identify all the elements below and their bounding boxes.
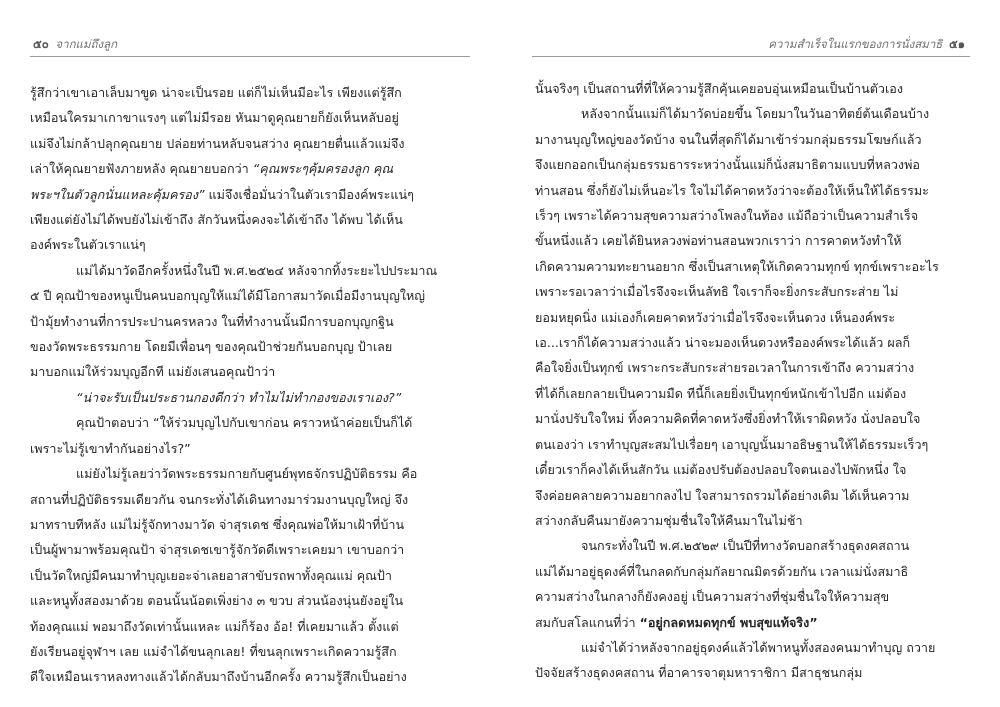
text-line	[535, 279, 970, 304]
left-page-body	[30, 80, 472, 690]
text-line	[535, 203, 970, 228]
body-text: ที่ได้ก็เลยกลายเป็นความมืด ทีนี้ก็เลยยิ่งเป็นทุกข์หนักเข้าไปอีก แม่ต้อง	[535, 385, 907, 401]
body-text: ความสว่างในกลางก็ยังคงอยู่ เป็นความสว่างที่ชุ่มชื่นใจให้ความสุข	[535, 589, 890, 605]
text-line	[30, 105, 472, 130]
text-line	[535, 635, 970, 660]
text-line	[535, 533, 970, 558]
body-text: แม่จึงไม่กล้าปลุกคุณยาย ปล่อยท่านหลับจนสว่าง คุณยายตื่นแล้วแม่จึง	[30, 135, 405, 151]
body-text: ท้องคุณแม่ พอมาถึงวัดเท่านั้นแหละ แม่ก็ร้อง อ้อ! ที่เคยมาแล้ว ตั้งแต่	[30, 618, 399, 634]
text-line	[535, 228, 970, 253]
body-text: สว่างกลับคืนมายังความชุ่มชื่นใจให้คืนมาในไม่ช้า	[535, 512, 803, 528]
body-text: จนกระทั่งในปี พ.ศ.๒๕๒๙ เป็นปีที่ทางวัดบอกสร้างธุดงคสถาน	[581, 538, 910, 554]
body-text: องค์พระในตัวเราแน่ๆ	[30, 237, 146, 253]
body-text: รู้สึกว่าเขาเอาเล็บมาขูด น่าจะเป็นรอย แต่ก็ไม่เห็นมีอะไร เพียงแต่รู้สึก	[30, 85, 402, 100]
text-line	[30, 309, 472, 334]
text-line	[30, 258, 472, 283]
text-line	[535, 584, 970, 609]
text-line	[535, 406, 970, 431]
body-text: เพราะไม่รู้เขาทำกันอย่างไร?”	[30, 440, 191, 456]
body-text: หลังจากนั้นแม่ก็ได้มาวัดบ่อยขึ้น โดยมาในวันอาทิตย์ต้นเดือนบ้าง	[581, 106, 930, 122]
text-line	[30, 182, 472, 207]
text-line	[30, 385, 472, 410]
text-line	[535, 127, 970, 152]
text-line	[30, 563, 472, 588]
body-text: แม่จึงเชื่อมั่นว่าในตัวเรามีองค์พระแน่ๆ	[204, 186, 414, 202]
body-text: ขั้นหนึ่งแล้ว เคยได้ยินหลวงพ่อท่านสอนพวกเราว่า การคาดหวังทำให้	[535, 233, 902, 249]
text-line	[30, 639, 472, 664]
body-text: เร็วๆ เพราะได้ความสุขความสว่างโพลงในท้อง แม้ถือว่าเป็นความสำเร็จ	[535, 208, 919, 224]
text-line	[30, 283, 472, 308]
text-line	[535, 457, 970, 482]
body-text: แม่ได้มาวัดอีกครั้งหนึ่งในปี พ.ศ.๒๕๒๔ หลังจากทิ้งระยะไปประมาณ	[76, 262, 438, 278]
body-text: ปัจจัยสร้างธุดงคสถาน ที่อาคารจาตุมหาราชิกา มีสาธุชนกลุ่ม	[535, 665, 863, 681]
body-text: ยอมหยุดนิ่ง แม่เองก็เคยคาดหวังว่าเมื่อไรจึงจะเห็นดวง เห็นองค์พระ	[535, 309, 896, 325]
text-line	[30, 80, 472, 105]
text-line	[30, 131, 472, 156]
text-line	[30, 512, 472, 537]
quoted-italic-text: “น่าจะรับเป็นประธานกองดีกว่า ทำไมไม่ทำกองของเราเอง?”	[76, 389, 402, 405]
text-line	[535, 76, 970, 101]
text-line	[30, 232, 472, 257]
text-line	[30, 664, 472, 689]
text-line	[535, 355, 970, 380]
left-header-divider	[30, 56, 470, 57]
text-line	[535, 254, 970, 279]
body-text: ๕ ปี คุณป้าของหนูเป็นคนบอกบุญให้แม่ได้มีโอกาสมาวัดเมื่อมีงานบุญใหญ่	[30, 288, 426, 304]
text-line	[535, 432, 970, 457]
body-text: เดี๋ยวเราก็คงได้เห็นสักวัน แม่ต้องปรับต้องปลอบใจตนเองไปพักหนึ่ง ใจ	[535, 462, 907, 478]
right-page	[500, 0, 1000, 707]
body-text: มาบอกแม่ให้ร่วมบุญอีกที แม่ยังเสนอคุณป้าว่า	[30, 364, 276, 380]
body-text: จึงค่อยคลายความอยากลงไป ใจสามารถรวมได้อย่างเดิม ได้เห็นความ	[535, 487, 910, 503]
body-text: เหมือนใครมาเกาขาแรงๆ แต่ไม่มีรอย หันมาดูคุณยายก็ยังเห็นหลับอยู่	[30, 110, 399, 126]
text-line	[535, 660, 970, 685]
body-text: ดีใจเหมือนเราหลงทางแล้วได้กลับมาถึงบ้านอีกครั้ง ความรู้สึกเป็นอย่าง	[30, 669, 407, 685]
body-text: นั้นจริงๆ เป็นสถานที่ที่ให้ความรู้สึกคุ้นเคยอบอุ่นเหมือนเป็นบ้านตัวเอง	[535, 81, 903, 96]
right-chapter-title: ความสำเร็จในแรกของการนั่งสมาธิ	[768, 37, 943, 51]
body-text: เอ...เราก็ได้ความสว่างแล้ว น่าจะมองเห็นดวงหรือองค์พระได้แล้ว ผลก็	[535, 335, 911, 351]
body-text: เพราะรอเวลาว่าเมื่อไรจึงจะเห็นลัทธิ ใจเราก็จะยิ่งกระสับกระส่าย ไม่	[535, 284, 899, 300]
right-page-number: ๕๑	[948, 37, 965, 51]
body-text: ยังเรียนอยู่จุฬาฯ เลย แม่จำได้ขนลุกเลย! ที่ขนลุกเพราะเกิดความรู้สึก	[30, 643, 397, 659]
text-line	[535, 305, 970, 330]
body-text: เป็นผู้พามาพร้อมคุณป้า จ่าสุรเดชเขารู้จักวัดดีเพราะเคยมา เขาบอกว่า	[30, 542, 405, 558]
text-line	[30, 487, 472, 512]
text-line	[30, 537, 472, 562]
body-text: แม่ได้มาอยู่ธุดงค์ที่ในกลดกับกลุ่มกัลยาณมิตรด้วยกัน เวลาแม่นั่งสมาธิ	[535, 563, 909, 579]
body-text: แม่ยังไม่รู้เลยว่าวัดพระธรรมกายกับศูนย์พุทธจักรปฏิบัติธรรม คือ	[76, 466, 418, 482]
body-text: เกิดความความทะยานอยาก ซึ่งเป็นสาเหตุให้เกิดความทุกข์ ทุกข์เพราะอะไร	[535, 258, 939, 274]
body-text: คุณป้าตอบว่า “ให้ร่วมบุญไปกับเขาก่อน คราวหน้าค่อยเป็นก็ได้	[76, 415, 413, 431]
text-line	[30, 461, 472, 486]
body-text: มางานบุญใหญ่ของวัดบ้าง จนในที่สุดก็ได้มาเข้าร่วมกลุ่มธรรมโฆษก์แล้ว	[535, 131, 922, 147]
body-text: ป้ามุ้ยทำงานที่การประปานครหลวง ในที่ทำงานนั้นมีการบอกบุญกฐิน	[30, 313, 394, 329]
body-text: คือใจยิ่งเป็นทุกข์ เพราะกระสับกระส่ายรอเวลาในการเข้าถึง ความสว่าง	[535, 360, 915, 376]
left-chapter-title: จากแม่ถึงลูก	[55, 37, 118, 51]
right-page-header	[768, 36, 968, 54]
body-text: มาทราบทีหลัง แม่ไม่รู้จักทางมาวัด จ่าสุรเดช ซึ่งคุณพ่อให้มาเฝ้าที่บ้าน	[30, 516, 405, 532]
text-line	[535, 610, 970, 635]
body-text: เป็นวัดใหญ่มีคนมาทำบุญเยอะจ่าเลยอาสาขับรถพาทั้งคุณแม่ คุณป้า	[30, 567, 392, 583]
text-line	[30, 614, 472, 639]
body-text: สมกับสโลแกนที่ว่า	[535, 614, 640, 630]
body-text: ตนเองว่า เราทำบุญสะสมไปเรื่อยๆ เอาบุญนั้นมาอธิษฐานให้ได้ธรรมะเร็วๆ	[535, 436, 929, 452]
text-line	[535, 330, 970, 355]
left-page-header	[30, 36, 117, 54]
text-line	[535, 178, 970, 203]
text-line	[30, 207, 472, 232]
quoted-italic-text: “คุณพระๆคุ้มครองลูก คุณ	[252, 161, 394, 177]
text-line	[535, 559, 970, 584]
text-line	[30, 359, 472, 384]
left-page-number: ๕๐	[33, 37, 49, 51]
bold-slogan: “อยู่กลดหมดทุกข์ พบสุขแท้จริง”	[639, 614, 818, 630]
body-text: แม่จำได้ว่าหลังจากอยู่ธุดงค์แล้วได้พาหนูทั้งสองคนมาทำบุญ ถวาย	[581, 639, 936, 655]
body-text: ท่านสอน ซึ่งก็ยังไม่เห็นอะไร ใจไม่ได้คาดหวังว่าจะต้องให้เห็นให้ได้ธรรมะ	[535, 182, 929, 198]
text-line	[30, 410, 472, 435]
text-line	[535, 381, 970, 406]
body-text: เล่าให้คุณยายฟังภายหลัง คุณยายบอกว่า	[30, 161, 253, 177]
body-text: สถานที่ปฏิบัติธรรมเดียวกัน จนกระทั่งได้เดินทางมาร่วมงานบุญใหญ่ จึง	[30, 491, 409, 507]
text-line	[535, 152, 970, 177]
text-line	[30, 156, 472, 181]
quoted-italic-text: พระฯในตัวลูกนั่นแหละคุ้มครอง”	[30, 186, 205, 202]
body-text: และหนูทั้งสองมาด้วย ตอนนั้นน้อตเพิ่งย่าง ๓ ขวบ ส่วนน้องนุ่นยังอยู่ใน	[30, 593, 404, 609]
right-header-divider	[532, 56, 970, 57]
text-line	[30, 588, 472, 613]
body-text: มานั่งปรับใจใหม่ ทิ้งความคิดที่คาดหวังซึ่งยิ่งทำให้เราผิดหวัง นั่งปลอบใจ	[535, 411, 921, 427]
text-line	[30, 334, 472, 359]
body-text: เพียงแต่ยังไม่ได้พบยังไม่เข้าถึง สักวันหนึ่งคงจะได้เข้าถึง ได้พบ ได้เห็น	[30, 212, 403, 228]
text-line	[30, 436, 472, 461]
right-page-body	[535, 76, 970, 686]
body-text: ของวัดพระธรรมกาย โดยมีเพื่อนๆ ของคุณป้าช่วยกันบอกบุญ ป้าเลย	[30, 339, 393, 355]
text-line	[535, 483, 970, 508]
body-text: จึงแยกออกเป็นกลุ่มธรรมธารระหว่างนั้นแม่ก็นั่งสมาธิตามแบบที่หลวงพ่อ	[535, 157, 920, 173]
text-line	[535, 508, 970, 533]
text-line	[535, 101, 970, 126]
